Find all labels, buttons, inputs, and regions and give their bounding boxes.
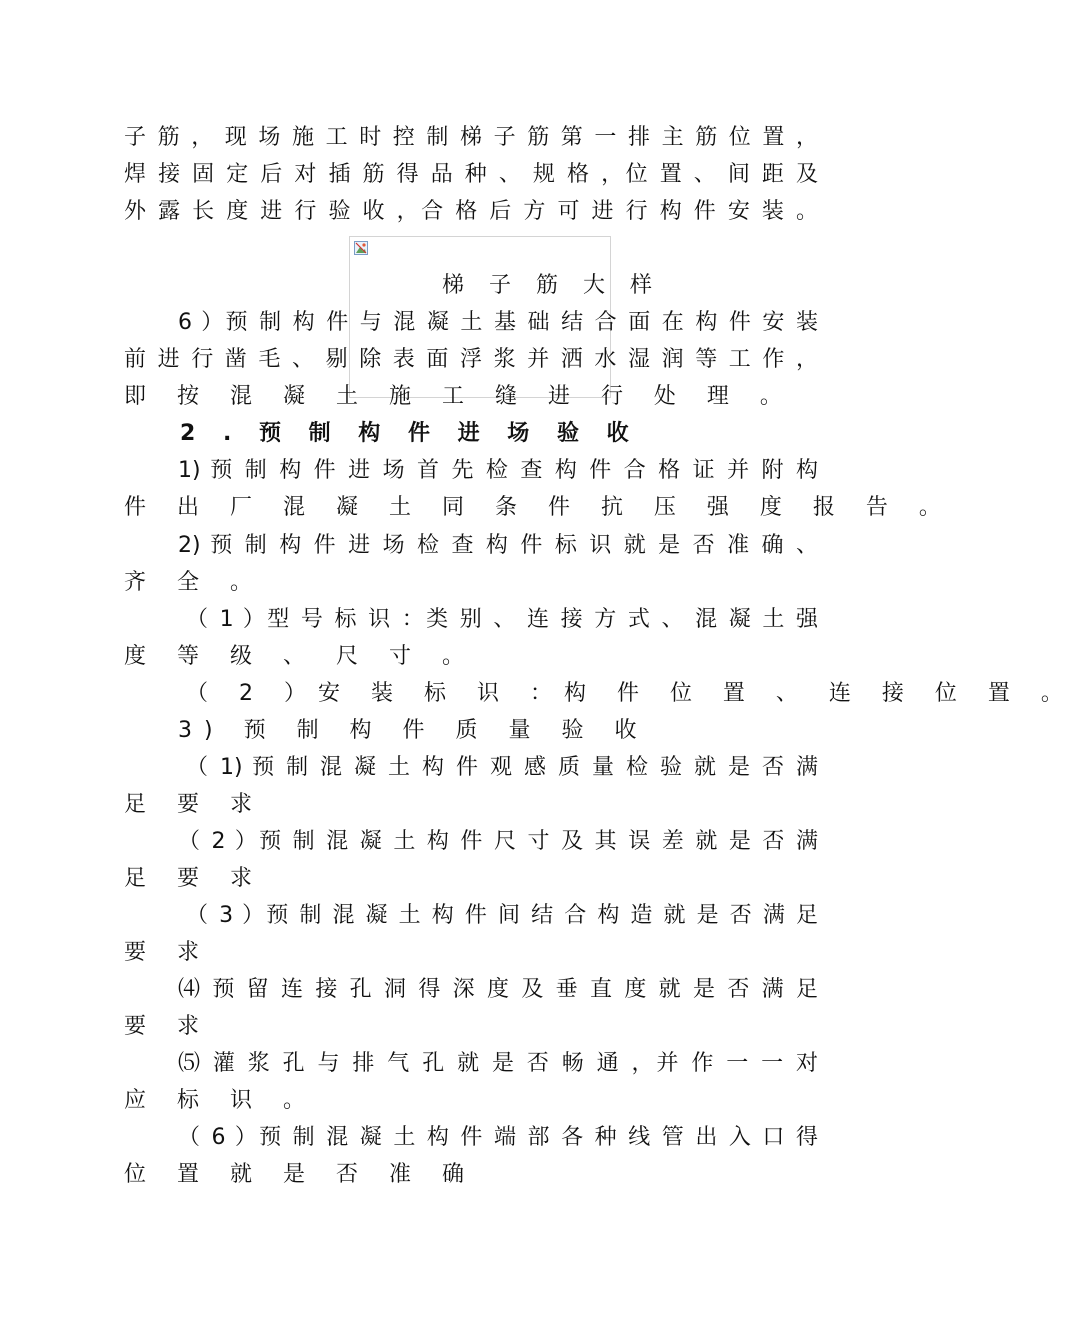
paragraph-line: 1) 预 制 构 件 进 场 首 先 检 查 构 件 合 格 证 并 附 构 <box>178 458 818 483</box>
paragraph-line: 焊 接 固 定 后 对 插 筋 得 品 种 、 规 格 ，位 置 、 间 距 及 <box>124 162 818 187</box>
paragraph-line: 足 要 求 <box>124 792 264 817</box>
section-heading: 2 . 预 制 构 件 进 场 验 收 <box>180 421 639 446</box>
paragraph-line: （ 1) 预 制 混 凝 土 构 件 观 感 质 量 检 验 就 是 否 满 <box>186 755 818 780</box>
paragraph-line: 6 ）预 制 构 件 与 混 凝 土 基 础 结 合 面 在 构 件 安 装 <box>178 310 818 335</box>
paragraph-line: 件 出 厂 混 凝 土 同 条 件 抗 压 强 度 报 告 。 <box>124 495 953 520</box>
paragraph-line: 3) 预 制 构 件 质 量 验 收 <box>178 718 649 743</box>
broken-image-icon <box>354 241 368 255</box>
paragraph-line: 前 进 行 凿 毛 、 剔 除 表 面 浮 浆 并 洒 水 湿 润 等 工 作 ， <box>124 347 818 372</box>
paragraph-line: 要 求 <box>124 1014 211 1039</box>
paragraph-line: 齐 全 。 <box>124 570 264 595</box>
paragraph-line: 2) 预 制 构 件 进 场 检 查 构 件 标 识 就 是 否 准 确 、 <box>178 533 818 558</box>
paragraph-line: （ 1 ）型 号 标 识 ：类 别 、 连 接 方 式 、 混 凝 土 强 <box>186 607 818 632</box>
paragraph-line: （ 3 ）预 制 混 凝 土 构 件 间 结 合 构 造 就 是 否 满 足 <box>186 903 818 928</box>
paragraph-line: 外 露 长 度 进 行 验 收 ，合 格 后 方 可 进 行 构 件 安 装 。 <box>124 199 818 224</box>
paragraph-line: 应 标 识 。 <box>124 1088 317 1113</box>
paragraph-line: （ 2 ）预 制 混 凝 土 构 件 尺 寸 及 其 误 差 就 是 否 满 <box>178 829 818 854</box>
paragraph-line: 子 筋 ， 现 场 施 工 时 控 制 梯 子 筋 第 一 排 主 筋 位 置 ， <box>124 125 818 150</box>
paragraph-line: （ 6 ）预 制 混 凝 土 构 件 端 部 各 种 线 管 出 入 口 得 <box>178 1125 818 1150</box>
paragraph-line: ⑸ 灌 浆 孔 与 排 气 孔 就 是 否 畅 通 ，并 作 一 一 对 <box>178 1051 818 1076</box>
figure-caption: 梯 子 筋 大 样 <box>442 273 661 298</box>
paragraph-line: 即 按 混 凝 土 施 工 缝 进 行 处 理 。 <box>124 384 794 409</box>
paragraph-line: 度 等 级 、 尺 寸 。 <box>124 644 476 669</box>
paragraph-line: 位 置 就 是 否 准 确 <box>124 1162 476 1187</box>
paragraph-line: 足 要 求 <box>124 866 264 891</box>
paragraph-line: 要 求 <box>124 940 211 965</box>
paragraph-line: （ 2 ）安 装 标 识 ：构 件 位 置 、 连 接 位 置 。 <box>186 681 1075 706</box>
paragraph-line: ⑷ 预 留 连 接 孔 洞 得 深 度 及 垂 直 度 就 是 否 满 足 <box>178 977 818 1002</box>
